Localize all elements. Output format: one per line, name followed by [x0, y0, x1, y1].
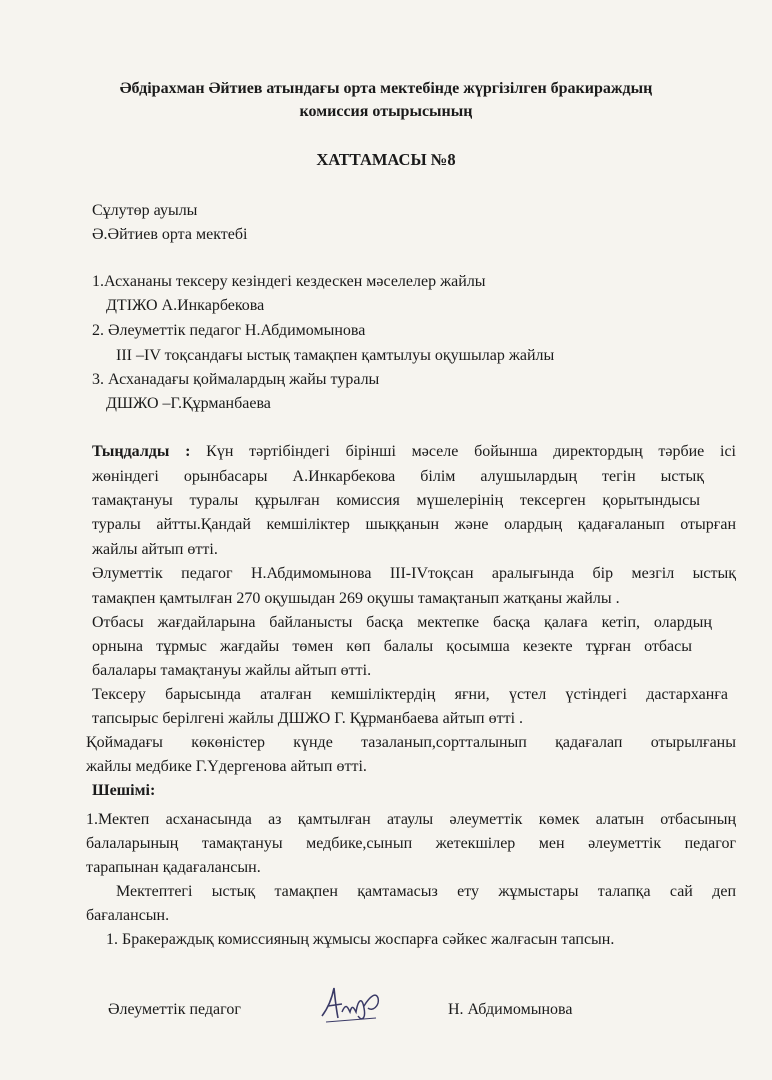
protocol-heading: ХАТТАМАСЫ №8	[316, 150, 456, 169]
heard-line: тамақпен қамтылған 270 оқушыдан 269 оқушы тамақтанып жатқаны жайлы .	[92, 590, 620, 607]
decision-label: Шешімі:	[92, 782, 156, 799]
signature-name: Н. Абдимомынова	[448, 1001, 573, 1018]
document-title-line1: Әбдірахман Әйтиев атындағы орта мектебінде жүргізілген бракираждың	[119, 80, 653, 97]
agenda-item-1: 1.Асхананы тексеру кезіндегі кездескен мәселелер жайлы	[92, 273, 486, 290]
decision-line: тарапынан қадағалансын.	[86, 859, 261, 876]
agenda-item-3: 3. Асханадағы қоймалардың жайы туралы	[92, 371, 380, 388]
heard-label: Тыңдалды :	[92, 443, 191, 460]
agenda-item-2: 2. Әлеуметтік педагог Н.Абдимомынова	[92, 322, 366, 339]
heard-line: Отбасы жағдайларына байланысты басқа мектепке басқа қалаға кетіп, олардың	[92, 614, 712, 631]
document-title-line2: комиссия отырысының	[299, 103, 473, 120]
decision-line: 1. Бракераждық комиссияның жұмысы жоспарға сәйкес жалғасын тапсын.	[106, 931, 615, 948]
heard-line: балалары тамақтануы жайлы айтып өтті.	[92, 662, 372, 679]
heard-line: Тыңдалды : Күн тәртібіндегі бірінші мәселе бойынша директордың тәрбие ісі	[92, 443, 736, 460]
heard-line: жайлы медбике Г.Үдергенова айтып өтті.	[86, 758, 367, 775]
signature-role: Әлеуметтік педагог	[108, 1001, 241, 1018]
decision-line: бағалансын.	[86, 907, 170, 924]
heard-line: орнына тұрмыс жағдайы төмен көп балалы қосымша кезекте тұрған отбасы	[92, 638, 692, 655]
heard-line: туралы айтты.Қандай кемшіліктер шыққанын және олардың қадағаланып отырған	[92, 516, 736, 533]
decision-line: Мектептегі ыстық тамақпен қамтамасыз ету жұмыстары талапқа сай деп	[116, 883, 736, 900]
heard-line: Әлуметтік педагог Н.Абдимомынова ІІІ-ІVтоқсан аралығында бір мезгіл ыстық	[92, 565, 736, 582]
handwritten-signature	[318, 978, 388, 1031]
decision-line: балаларының тамақтануы медбике,сынып жетекшілер мен әлеуметтік педагог	[86, 835, 736, 852]
heard-line: жайлы айтып өтті.	[92, 541, 218, 558]
heard-line: тамақтануы туралы құрылған комиссия мүшелерінің тексерген қорытындысы	[92, 492, 700, 509]
agenda-item-3-speaker: ДШЖО –Г.Құрманбаева	[106, 395, 271, 412]
school-name: Ә.Әйтиев орта мектебі	[92, 226, 248, 243]
agenda-item-1-speaker: ДТІЖО А.Инкарбекова	[106, 297, 265, 314]
agenda-item-2-detail: ІІІ –ІV тоқсандағы ыстық тамақпен қамтылуы оқушылар жайлы	[116, 347, 555, 364]
heard-line: Тексеру барысында аталған кемшіліктердің яғни, үстел үстіндегі дастарханға	[92, 686, 728, 703]
heard-line: жөніндегі орынбасары А.Инкарбекова білім алушылардың тегін ыстық	[92, 468, 704, 485]
heard-line: тапсырыс берілгені жайлы ДШЖО Г. Құрманбаева айтып өтті .	[92, 710, 524, 727]
village-name: Сұлутөр ауылы	[92, 202, 198, 219]
decision-line: 1.Мектеп асханасында аз қамтылған атаулы әлеуметтік көмек алатын отбасының	[86, 811, 736, 828]
heard-line: Қоймадағы көкөністер күнде тазаланып,сортталынып қадағалап отырылғаны	[86, 734, 736, 751]
